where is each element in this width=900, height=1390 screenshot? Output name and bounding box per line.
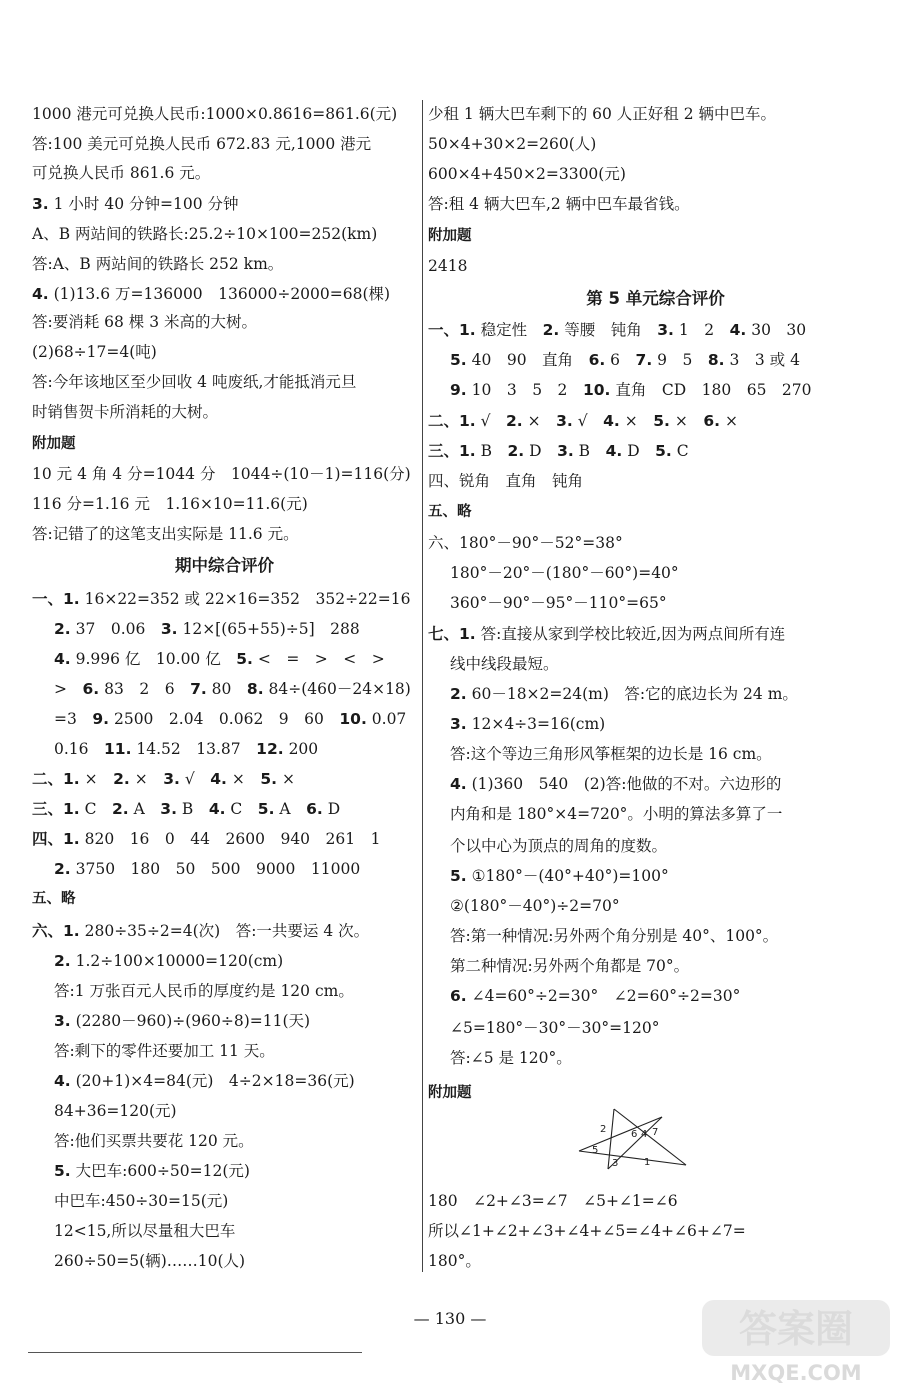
- answer-text: A: [274, 800, 307, 818]
- site-watermark: [700, 1298, 892, 1386]
- answer-line: [32, 524, 299, 544]
- answer-line: [428, 194, 690, 214]
- answer-text: 260÷50=5(辆)……10(人): [54, 1252, 246, 1270]
- answer-text: ×: [277, 770, 295, 788]
- item-number: 3.: [32, 195, 49, 213]
- answer-text: (2280－960)÷(960÷8)=11(天): [70, 1012, 311, 1030]
- column-divider: [422, 100, 423, 1272]
- item-number: 3.: [657, 321, 674, 339]
- answer-line: [450, 1048, 572, 1068]
- answer-text: =3: [54, 710, 93, 728]
- item-number: 12.: [256, 740, 284, 758]
- answer-line: [32, 163, 210, 183]
- angle-label: 4: [641, 1129, 648, 1140]
- item-number: 3.: [163, 770, 180, 788]
- answer-line: [428, 624, 785, 644]
- answer-text: (2)68÷17=4(吨): [32, 343, 157, 361]
- answer-line: [450, 896, 620, 916]
- answer-line: [54, 981, 354, 1001]
- page-number: — 130 —: [413, 1309, 487, 1328]
- item-number: 5.: [236, 650, 253, 668]
- answer-line: [428, 533, 623, 553]
- item-number: 3.: [54, 1012, 71, 1030]
- answer-text: 答:∠5 是 120°。: [450, 1049, 572, 1067]
- angle-label: 3: [612, 1158, 619, 1169]
- answer-text: 83 2 6: [99, 680, 191, 698]
- answer-text: 10 元 4 角 4 分=1044 分 1044÷(10－1)=116(分): [32, 465, 411, 483]
- answer-line: [428, 1221, 746, 1241]
- answer-text: C: [671, 442, 689, 460]
- item-number: 6.: [450, 987, 467, 1005]
- item-number: 3.: [556, 412, 573, 430]
- item-number: 5.: [257, 800, 275, 818]
- item-number: 7.: [635, 351, 653, 369]
- answer-line: [450, 350, 800, 370]
- answer-text: 少租 1 辆大巴车剩下的 60 人正好租 2 辆中巴车。: [428, 105, 777, 123]
- answer-line: [32, 104, 397, 124]
- answer-text: 个以中心为顶点的周角的度数。: [450, 837, 668, 855]
- item-number: 二、1.: [428, 412, 476, 430]
- answer-line: [32, 829, 381, 849]
- answer-text: ×: [79, 770, 114, 788]
- section-heading: 五、略: [428, 504, 472, 520]
- section-heading: 附加题: [428, 1085, 472, 1101]
- item-number: 2.: [54, 620, 71, 638]
- item-number: 10.: [339, 710, 367, 728]
- item-number: 4.: [54, 650, 71, 668]
- section-title: 期中综合评价: [175, 556, 274, 575]
- answer-text: ×: [522, 412, 557, 430]
- answer-line: [32, 769, 295, 789]
- item-number: 2.: [54, 860, 71, 878]
- item-number: 8.: [707, 351, 725, 369]
- item-number: 六、1.: [32, 922, 80, 940]
- answer-line: [450, 926, 778, 946]
- item-number: 4.: [208, 800, 226, 818]
- answer-line: [450, 774, 781, 794]
- item-number: 4.: [450, 775, 467, 793]
- answer-text: 答:记错了的这笔支出实际是 11.6 元。: [32, 525, 299, 543]
- answer-text: 280÷35÷2=4(次) 答:一共要运 4 次。: [79, 922, 370, 940]
- item-number: 5.: [450, 867, 467, 885]
- answer-text: ×: [720, 412, 738, 430]
- answer-text: 直角 CD 180 65 270: [610, 381, 812, 399]
- answer-text: C: [225, 800, 258, 818]
- item-number: 2.: [54, 952, 71, 970]
- watermark-bottom-text: MXQE.COM: [730, 1361, 862, 1385]
- answer-line: [54, 1191, 228, 1211]
- answer-text: 四、锐角 直角 钝角: [428, 472, 584, 490]
- answer-text: ×: [129, 770, 164, 788]
- answer-text: 84÷(460－24×18): [263, 680, 411, 698]
- answer-line: [450, 836, 667, 856]
- item-number: 2.: [507, 442, 525, 460]
- item-number: 6.: [306, 800, 323, 818]
- answer-text: 3 3 或 4: [724, 351, 800, 369]
- answer-line: [428, 164, 626, 184]
- answer-text: √: [179, 770, 211, 788]
- item-number: 6.: [703, 412, 721, 430]
- item-number: 6.: [588, 351, 606, 369]
- item-number: 3.: [160, 620, 178, 638]
- answer-text: 内角和是 180°×4=720°。小明的算法多算了一: [450, 805, 783, 823]
- item-number: 4.: [605, 442, 623, 460]
- item-number: 2.: [542, 321, 560, 339]
- item-number: 5.: [54, 1162, 71, 1180]
- answer-line: [32, 372, 356, 392]
- answer-line: [32, 342, 157, 362]
- item-number: 二、1.: [32, 770, 80, 788]
- answer-text: 180 ∠2+∠3=∠7 ∠5+∠1=∠6: [428, 1192, 678, 1210]
- answer-line: [428, 1191, 678, 1211]
- answer-line: [450, 866, 669, 886]
- item-number: 5.: [450, 351, 467, 369]
- item-number: 3.: [160, 800, 177, 818]
- answer-text: 12×4÷3=16(cm): [466, 715, 606, 733]
- answer-text: ×: [226, 770, 261, 788]
- answer-line: [54, 951, 283, 971]
- angle-label: 5: [592, 1145, 599, 1156]
- answer-text: ×: [619, 412, 654, 430]
- answer-text: 180°－20°－(180°－60°)=40°: [450, 564, 679, 582]
- answer-line: [450, 593, 667, 613]
- answer-text: 820 16 0 44 2600 940 261 1: [79, 830, 381, 848]
- answer-text: 600×4+450×2=3300(元): [428, 165, 626, 183]
- answer-line: [54, 1101, 177, 1121]
- answer-line: [428, 320, 806, 340]
- answer-text: 稳定性: [475, 321, 543, 339]
- answer-line: [32, 589, 411, 609]
- answer-text: ×: [669, 412, 704, 430]
- answer-text: √: [572, 412, 604, 430]
- answer-line: [54, 709, 406, 729]
- answer-line: [54, 739, 318, 759]
- answer-text: 37 0.06: [70, 620, 161, 638]
- item-number: 10.: [582, 381, 611, 399]
- answer-line: [450, 1018, 659, 1038]
- answer-text: 12<15,所以尽量租大巴车: [54, 1222, 236, 1240]
- answer-text: 2418: [428, 257, 468, 275]
- answer-text: 6: [605, 351, 636, 369]
- answer-text: D: [322, 800, 341, 818]
- item-number: 5.: [653, 412, 670, 430]
- answer-text: 答:A、B 两站间的铁路长 252 km。: [32, 255, 284, 273]
- answer-line: [450, 714, 605, 734]
- answer-text: ∠4=60°÷2=30° ∠2=60°÷2=30°: [466, 987, 741, 1005]
- item-number: 2.: [506, 412, 523, 430]
- answer-text: 3750 180 50 500 9000 11000: [70, 860, 361, 878]
- angle-label: 7: [652, 1127, 659, 1138]
- answer-line: [54, 679, 411, 699]
- item-number: 5.: [260, 770, 278, 788]
- answer-line: [54, 1071, 355, 1091]
- answer-line: [54, 1161, 250, 1181]
- angle-label: 1: [644, 1157, 651, 1168]
- answer-line: [54, 1221, 235, 1241]
- answer-text: ②(180°－40°)÷2=70°: [450, 897, 620, 915]
- item-number: 7.: [190, 680, 207, 698]
- answer-text: 14.52 13.87: [131, 740, 257, 758]
- item-number: 2.: [450, 685, 467, 703]
- section-title: 第 5 单元综合评价: [586, 289, 725, 308]
- answer-text: (1)360 540 (2)答:他做的不对。六边形的: [466, 775, 782, 793]
- item-number: 9.: [92, 710, 110, 728]
- answer-line: [32, 134, 371, 154]
- answer-line: [54, 1041, 275, 1061]
- answer-text: 第二种情况:另外两个角都是 70°。: [450, 957, 690, 975]
- answer-line: [32, 254, 283, 274]
- answer-line: [54, 1251, 245, 1271]
- answer-line: [32, 284, 390, 304]
- answer-text: 1000 港元可兑换人民币:1000×0.8616=861.6(元): [32, 105, 398, 123]
- answer-text: 30 30: [746, 321, 807, 339]
- answer-text: (1)13.6 万=136000 136000÷2000=68(棵): [48, 285, 391, 303]
- answer-text: 1 小时 40 分钟=100 分钟: [48, 195, 239, 213]
- angle-label: 6: [631, 1129, 638, 1140]
- item-number: 3.: [450, 715, 467, 733]
- section-heading: 附加题: [428, 228, 472, 244]
- answer-text: B: [573, 442, 606, 460]
- answer-line: [32, 194, 238, 214]
- answer-line: [32, 312, 257, 332]
- answer-line: [450, 563, 679, 583]
- answer-text: 84+36=120(元): [54, 1102, 177, 1120]
- answer-text: 12×[(65+55)÷5] 288: [177, 620, 360, 638]
- answer-line: [450, 654, 559, 674]
- item-number: 2.: [113, 770, 130, 788]
- answer-line: [428, 441, 689, 461]
- answer-text: B: [475, 442, 508, 460]
- answer-line: [428, 1251, 481, 1271]
- item-number: 4.: [729, 321, 747, 339]
- section-heading: 五、略: [32, 891, 76, 907]
- answer-text: D: [524, 442, 558, 460]
- answer-text: (20+1)×4=84(元) 4÷2×18=36(元): [70, 1072, 355, 1090]
- watermark-top-text: 答案圈: [738, 1307, 854, 1351]
- item-number: 4.: [54, 1072, 71, 1090]
- answer-line: [54, 619, 360, 639]
- answer-line: [428, 256, 467, 276]
- answer-text: D: [622, 442, 656, 460]
- answer-line: [428, 134, 596, 154]
- answer-text: 答:直接从家到学校比较近,因为两点间所有连: [475, 625, 786, 643]
- answer-text: ①180°－(40°+40°)=100°: [466, 867, 669, 885]
- answer-text: 答:1 万张百元人民币的厚度约是 120 cm。: [54, 982, 354, 1000]
- answer-text: 答:要消耗 68 棵 3 米高的大树。: [32, 313, 258, 331]
- answer-text: 2500 2.04 0.062 9 60: [109, 710, 340, 728]
- answer-line: [54, 859, 360, 879]
- item-number: 9.: [450, 381, 467, 399]
- answer-text: 答:100 美元可兑换人民币 672.83 元,1000 港元: [32, 135, 372, 153]
- answer-text: B: [176, 800, 209, 818]
- answer-text: √: [475, 412, 506, 430]
- item-number: 2.: [111, 800, 129, 818]
- answer-text: 答:这个等边三角形风筝框架的边长是 16 cm。: [450, 745, 772, 763]
- answer-text: 中巴车:450÷30=15(元): [54, 1192, 229, 1210]
- answer-line: [450, 744, 772, 764]
- item-number: 四、1.: [32, 830, 80, 848]
- item-number: 一、1.: [32, 590, 80, 608]
- item-number: 11.: [104, 740, 132, 758]
- item-number: 4.: [603, 412, 620, 430]
- item-number: 一、1.: [428, 321, 476, 339]
- answer-line: [32, 224, 377, 244]
- answer-text: 所以∠1+∠2+∠3+∠4+∠5=∠4+∠6+∠7=: [428, 1222, 746, 1240]
- answer-text: 六、180°－90°－52°=38°: [428, 534, 623, 552]
- answer-text: 答:剩下的零件还要加工 11 天。: [54, 1042, 275, 1060]
- answer-text: >: [54, 680, 83, 698]
- answer-text: 等腰 钝角: [559, 321, 658, 339]
- answer-text: A: [128, 800, 161, 818]
- item-number: 七、1.: [428, 625, 476, 643]
- item-number: 5.: [655, 442, 672, 460]
- item-number: 6.: [82, 680, 100, 698]
- answer-line: [32, 799, 340, 819]
- answer-line: [428, 471, 583, 491]
- answer-text: 答:他们买票共要花 120 元。: [54, 1132, 254, 1150]
- answer-line: [32, 464, 411, 484]
- angle-label: 2: [600, 1124, 607, 1135]
- answer-text: 50×4+30×2=260(人): [428, 135, 597, 153]
- answer-text: 80: [206, 680, 247, 698]
- section-heading: 附加题: [32, 436, 76, 452]
- answer-line: [54, 1131, 254, 1151]
- item-number: 三、1.: [32, 800, 80, 818]
- answer-line: [54, 1011, 310, 1031]
- answer-text: 10 3 5 2: [466, 381, 583, 399]
- answer-line: [32, 494, 308, 514]
- answer-line: [450, 956, 689, 976]
- item-number: 3.: [557, 442, 574, 460]
- item-number: 8.: [246, 680, 264, 698]
- item-number: 4.: [32, 285, 49, 303]
- answer-text: 1.2÷100×10000=120(cm): [70, 952, 284, 970]
- answer-text: 答:第一种情况:另外两个角分别是 40°、100°。: [450, 927, 779, 945]
- answer-line: [428, 411, 738, 431]
- answer-text: A、B 两站间的铁路长:25.2÷10×100=252(km): [32, 225, 378, 243]
- answer-line: [450, 380, 812, 400]
- answer-text: 9.996 亿 10.00 亿: [70, 650, 237, 668]
- answer-line: [450, 684, 798, 704]
- answer-text: 40 90 直角: [466, 351, 589, 369]
- answer-text: 180°。: [428, 1252, 481, 1270]
- footer-rule: [28, 1352, 362, 1353]
- answer-line: [450, 804, 782, 824]
- answer-text: 60－18×2=24(m) 答:它的底边长为 24 m。: [466, 685, 798, 703]
- answer-text: ∠5=180°－30°－30°=120°: [450, 1019, 660, 1037]
- answer-text: 时销售贺卡所消耗的大树。: [32, 403, 219, 421]
- answer-line: [32, 921, 369, 941]
- answer-text: < = > < >: [252, 650, 385, 668]
- answer-text: 200: [283, 740, 319, 758]
- answer-line: [54, 649, 385, 669]
- answer-line: [428, 104, 776, 124]
- pentagram-figure: [574, 1107, 694, 1175]
- answer-text: 16×22=352 或 22×16=352 352÷22=16: [79, 590, 411, 608]
- answer-text: C: [79, 800, 112, 818]
- answer-line: [450, 986, 740, 1006]
- answer-text: 可兑换人民币 861.6 元。: [32, 164, 211, 182]
- answer-line: [32, 402, 218, 422]
- answer-text: 线中线段最短。: [450, 655, 559, 673]
- answer-text: 360°－90°－95°－110°=65°: [450, 594, 667, 612]
- answer-text: 0.07: [366, 710, 407, 728]
- answer-text: 0.16: [54, 740, 105, 758]
- answer-text: 1 2: [673, 321, 730, 339]
- item-number: 4.: [210, 770, 227, 788]
- item-number: 三、1.: [428, 442, 476, 460]
- answer-text: 答:租 4 辆大巴车,2 辆中巴车最省钱。: [428, 195, 690, 213]
- answer-text: 答:今年该地区至少回收 4 吨废纸,才能抵消元旦: [32, 373, 357, 391]
- answer-text: 116 分=1.16 元 1.16×10=11.6(元): [32, 495, 308, 513]
- answer-text: 大巴车:600÷50=12(元): [70, 1162, 250, 1180]
- answer-text: 9 5: [652, 351, 708, 369]
